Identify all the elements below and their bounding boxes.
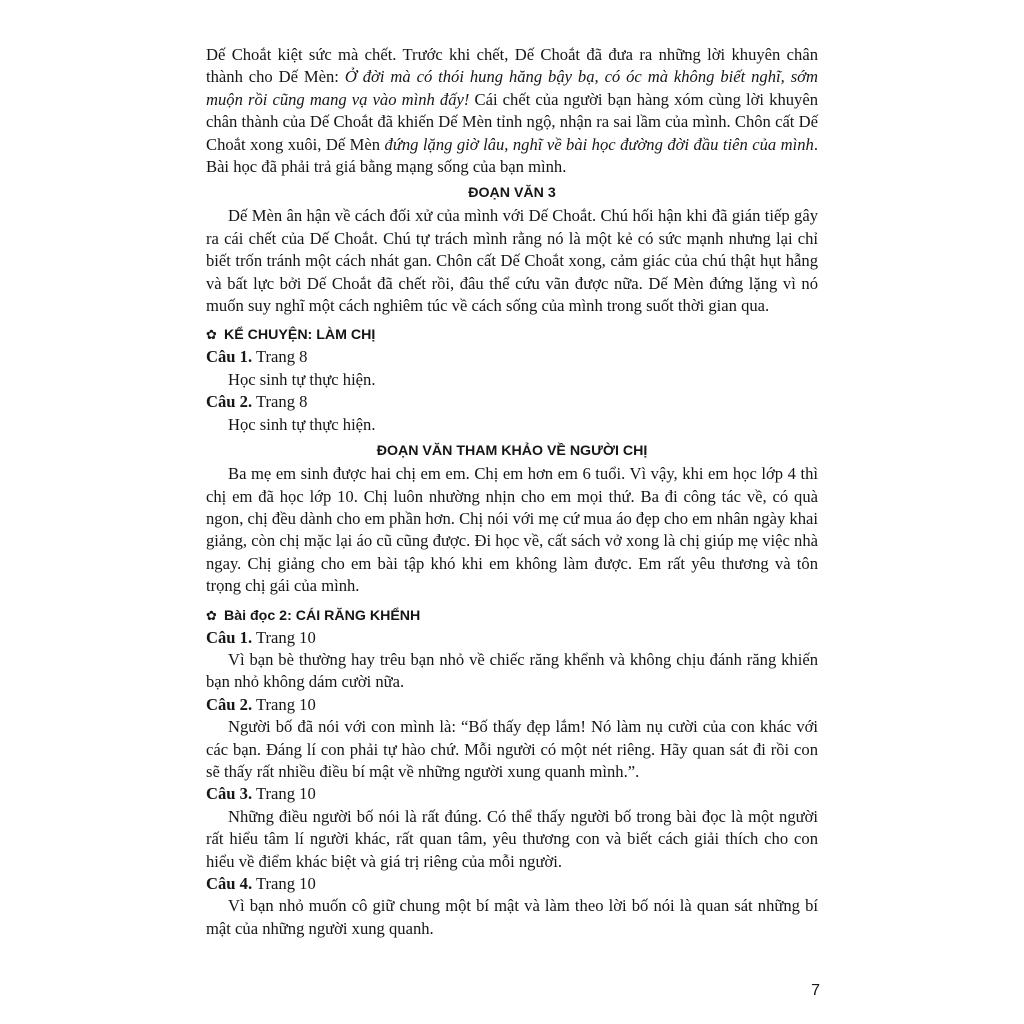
question-line xyxy=(206,783,818,805)
question-line xyxy=(206,627,818,649)
answer-text: Những điều người bố nói là rất đúng. Có thể thấy người bố trong bài đọc là một người rất hiểu tâm lí người khác, rất quan tâm, yêu thương con và biết cách giải thích cho con hiểu về điểm khác biệt và giá trị riêng của mỗi người. xyxy=(206,806,818,871)
bai-doc-2-title: Bài đọc 2: CÁI RĂNG KHỂNH xyxy=(224,607,421,624)
flower-bullet-icon: ✿ xyxy=(206,327,217,343)
question-line xyxy=(206,391,818,413)
answer-text: Người bố đã nói với con mình là: “Bố thấy đẹp lắm! Nó làm nụ cười của con khác với các bạn. Đáng lí con phải tự hào chứ. Mỗi người có một nét riêng. Hãy quan sát đi rồi con sẽ thấy rất nhiều điều bí mật về những người xung quanh mình.”. xyxy=(206,717,818,781)
question-line xyxy=(206,694,818,716)
question-page: Trang 10 xyxy=(252,874,316,893)
question-label: Câu 2. xyxy=(206,392,253,412)
answer-text: Vì bạn nhỏ muốn cô giữ chung một bí mật và làm theo lời bố nói là quan sát những bí mật của những người xung quanh. xyxy=(206,896,818,938)
doan-van-3-text: Dế Mèn ân hận về cách đối xử của mình với Dế Choắt. Chú hối hận khi đã gián tiếp gây ra cái chết của Dế Choắt. Chú tự trách mình rằng nó là một kẻ có sức mạnh nhưng lại chỉ biết trốn tránh một cách nhát gan. Chôn cất Dế Choắt xong, cảm giác của chú thật hụt hẫng và bất lực bởi Dế Choắt đã chết rồi, đâu thể cứu vãn được nữa. Dế Mèn đứng lặng vì nó muốn suy nghĩ một cách nghiêm túc về cách sống của mình trong suốt thời gian qua. xyxy=(206,206,818,316)
bai-doc-2-heading xyxy=(206,605,818,627)
question-page: Trang 8 xyxy=(252,347,308,367)
question-label: Câu 4. xyxy=(206,874,253,893)
intro-text-2: Cái chết của người bạn hàng xóm cùng lời khuyên chân thành của Dế Choắt đã khiến Dế Mèn tỉnh ngộ, nhận ra sai lầm của mình. Chôn cất Dế Choắt xong xuôi, Dế Mèn xyxy=(206,89,818,154)
question-label: Câu 1. xyxy=(206,627,253,647)
ke-chuyen-heading xyxy=(206,324,818,346)
ke-chuyen-title: KỂ CHUYỆN: LÀM CHỊ xyxy=(224,327,376,344)
intro-paragraph xyxy=(206,44,818,178)
question-line xyxy=(206,346,818,368)
answer-text: Học sinh tự thực hiện. xyxy=(228,414,376,434)
intro-quote: Ở đời mà có thói hung hăng bậy bạ, có óc mà không biết nghĩ, sớm muộn rồi cũng mang vạ vào mình đấy! xyxy=(206,67,818,109)
question-label: Câu 3. xyxy=(206,784,253,804)
question-page: Trang 10 xyxy=(252,694,316,714)
question-page: Trang 8 xyxy=(252,392,308,412)
flower-bullet-icon: ✿ xyxy=(206,607,217,623)
question-page: Trang 10 xyxy=(252,627,316,647)
question-label: Câu 1. xyxy=(206,347,253,367)
intro-text-3: . Bài học đã phải trả giá bằng mạng sống của bạn mình. xyxy=(206,134,818,177)
reference-paragraph-text: Ba mẹ em sinh được hai chị em em. Chị em hơn em 6 tuổi. Vì vậy, khi em học lớp 4 thì chị em đã học lớp 10. Chị luôn nhường nhịn cho em mọi thứ. Ba đi công tác về, có quà ngon, chị đều dành cho em phần hơn. Chị nói với mẹ cứ mua áo đẹp cho em nhân ngày khai giảng, còn chị mặc lại áo cũ cũng được. Đi học về, cất sách vở xong là chị giúp mẹ việc nhà ngay. Chị giảng cho em bài tập khó khi em không làm được. Em rất yêu thương và tôn trọng chị gái của mình. xyxy=(206,464,818,596)
question-label: Câu 2. xyxy=(206,694,253,714)
answer-text: Học sinh tự thực hiện. xyxy=(228,369,376,389)
reference-paragraph-title: ĐOẠN VĂN THAM KHẢO VỀ NGƯỜI CHỊ xyxy=(376,443,648,460)
intro-emphasis: đứng lặng giờ lâu, nghĩ về bài học đường đời đầu tiên của mình xyxy=(384,134,814,154)
answer-text: Vì bạn bè thường hay trêu bạn nhỏ về chiếc răng khểnh và không chịu đánh răng khiến bạn nhỏ không dám cười nữa. xyxy=(206,649,818,692)
page-number: 7 xyxy=(811,982,820,999)
question-page: Trang 10 xyxy=(252,784,316,804)
question-line xyxy=(206,873,818,895)
intro-text-1: Dế Choắt kiệt sức mà chết. Trước khi chết, Dế Choắt đã đưa ra những lời khuyên chân thành cho Dế Mèn: xyxy=(206,45,818,87)
doan-van-3-title: ĐOẠN VĂN 3 xyxy=(468,185,556,202)
